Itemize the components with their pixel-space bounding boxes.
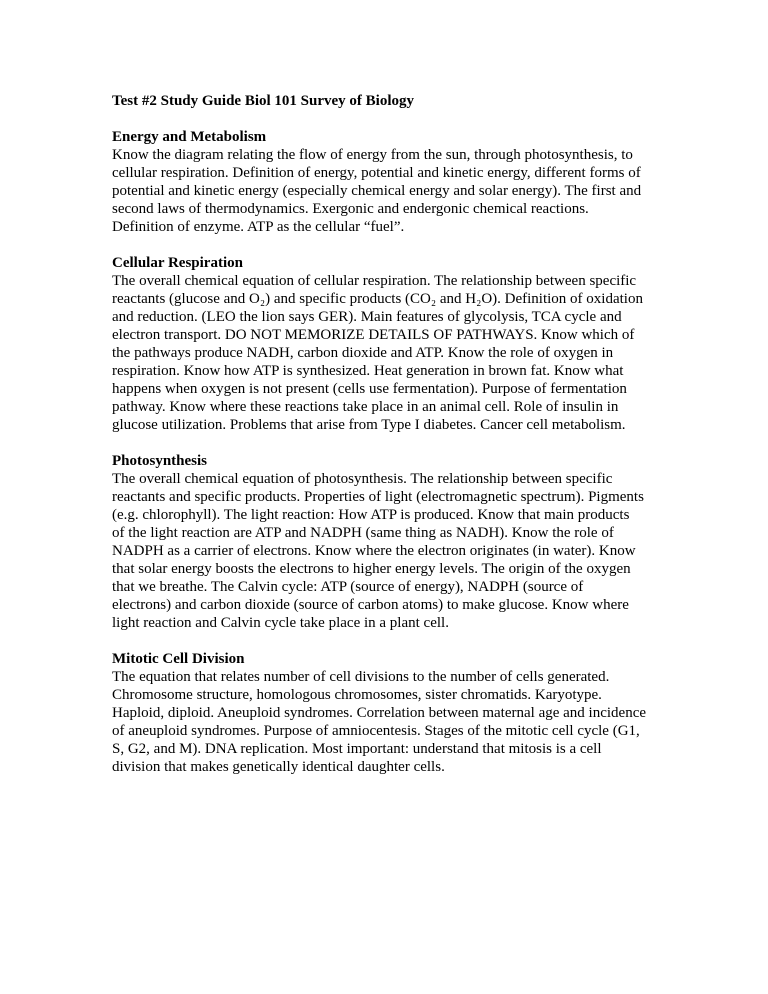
- section-mitotic-cell-division: [112, 650, 672, 776]
- text-line: NADPH as a carrier of electrons. Know where the electron originates (in water). Know: [112, 543, 636, 559]
- text-line: Chromosome structure, homologous chromosomes, sister chromatids. Karyotype.: [112, 687, 602, 703]
- section-heading: Mitotic Cell Division: [112, 651, 245, 667]
- section-body: [112, 470, 672, 632]
- text-line: The overall chemical equation of photosynthesis. The relationship between specific: [112, 471, 613, 487]
- text-line: glucose utilization. Problems that arise from Type I diabetes. Cancer cell metabolism.: [112, 417, 626, 433]
- text-line: and reduction. (LEO the lion says GER). Main features of glycolysis, TCA cycle and: [112, 309, 622, 325]
- text-line: electrons) and carbon dioxide (source of carbon atoms) to make glucose. Know where: [112, 597, 629, 613]
- text-line: that we breathe. The Calvin cycle: ATP (source of energy), NADPH (source of: [112, 579, 584, 595]
- text-line: potential and kinetic energy (especially chemical energy and solar energy). The first and: [112, 183, 642, 199]
- text-line: of the light reaction are ATP and NADPH (same thing as NADH). Know the role of: [112, 525, 614, 541]
- section-body: [112, 272, 672, 434]
- text-line: Definition of enzyme. ATP as the cellular “fuel”.: [112, 219, 405, 235]
- text-line: division that makes genetically identical daughter cells.: [112, 759, 445, 775]
- text-line: The overall chemical equation of cellular respiration. The relationship between specific: [112, 273, 637, 289]
- text-line: cellular respiration. Definition of energy, potential and kinetic energy, different forms of: [112, 165, 641, 181]
- section-cellular-respiration: [112, 254, 672, 434]
- text-line: pathway. Know where these reactions take place in an animal cell. Role of insulin in: [112, 399, 619, 415]
- text-line: second laws of thermodynamics. Exergonic and endergonic chemical reactions.: [112, 201, 589, 217]
- text-line: electron transport. DO NOT MEMORIZE DETAILS OF PATHWAYS. Know which of: [112, 327, 635, 343]
- document-page: [112, 92, 672, 794]
- text-line: that solar energy boosts the electrons to higher energy levels. The origin of the oxygen: [112, 561, 631, 577]
- text-line: the pathways produce NADH, carbon dioxide and ATP. Know the role of oxygen in: [112, 345, 614, 361]
- text-line: S, G2, and M). DNA replication. Most important: understand that mitosis is a cell: [112, 741, 602, 757]
- text-line: (e.g. chlorophyll). The light reaction: How ATP is produced. Know that main products: [112, 507, 630, 523]
- text-line: The equation that relates number of cell divisions to the number of cells generated.: [112, 669, 610, 685]
- text-line: reactants and specific products. Properties of light (electromagnetic spectrum). Pigments: [112, 489, 644, 505]
- text-line: respiration. Know how ATP is synthesized. Heat generation in brown fat. Know what: [112, 363, 624, 379]
- section-photosynthesis: [112, 452, 672, 632]
- document-title: Test #2 Study Guide Biol 101 Survey of Biology: [112, 93, 414, 109]
- section-heading: Cellular Respiration: [112, 255, 243, 271]
- text-line: reactants (glucose and O₂) and specific products (CO₂ and H₂O). Definition of oxidation: [112, 291, 643, 307]
- text-line: of aneuploid syndromes. Purpose of amniocentesis. Stages of the mitotic cell cycle (G1,: [112, 723, 640, 739]
- section-body: [112, 146, 672, 236]
- section-energy-and-metabolism: [112, 128, 672, 236]
- section-heading: Energy and Metabolism: [112, 129, 267, 145]
- text-line: happens when oxygen is not present (cells use fermentation). Purpose of fermentation: [112, 381, 627, 397]
- section-heading: Photosynthesis: [112, 453, 208, 469]
- text-line: light reaction and Calvin cycle take place in a plant cell.: [112, 615, 449, 631]
- text-line: Know the diagram relating the flow of energy from the sun, through photosynthesis, to: [112, 147, 633, 163]
- section-body: [112, 668, 672, 776]
- text-line: Haploid, diploid. Aneuploid syndromes. Correlation between maternal age and incidence: [112, 705, 647, 721]
